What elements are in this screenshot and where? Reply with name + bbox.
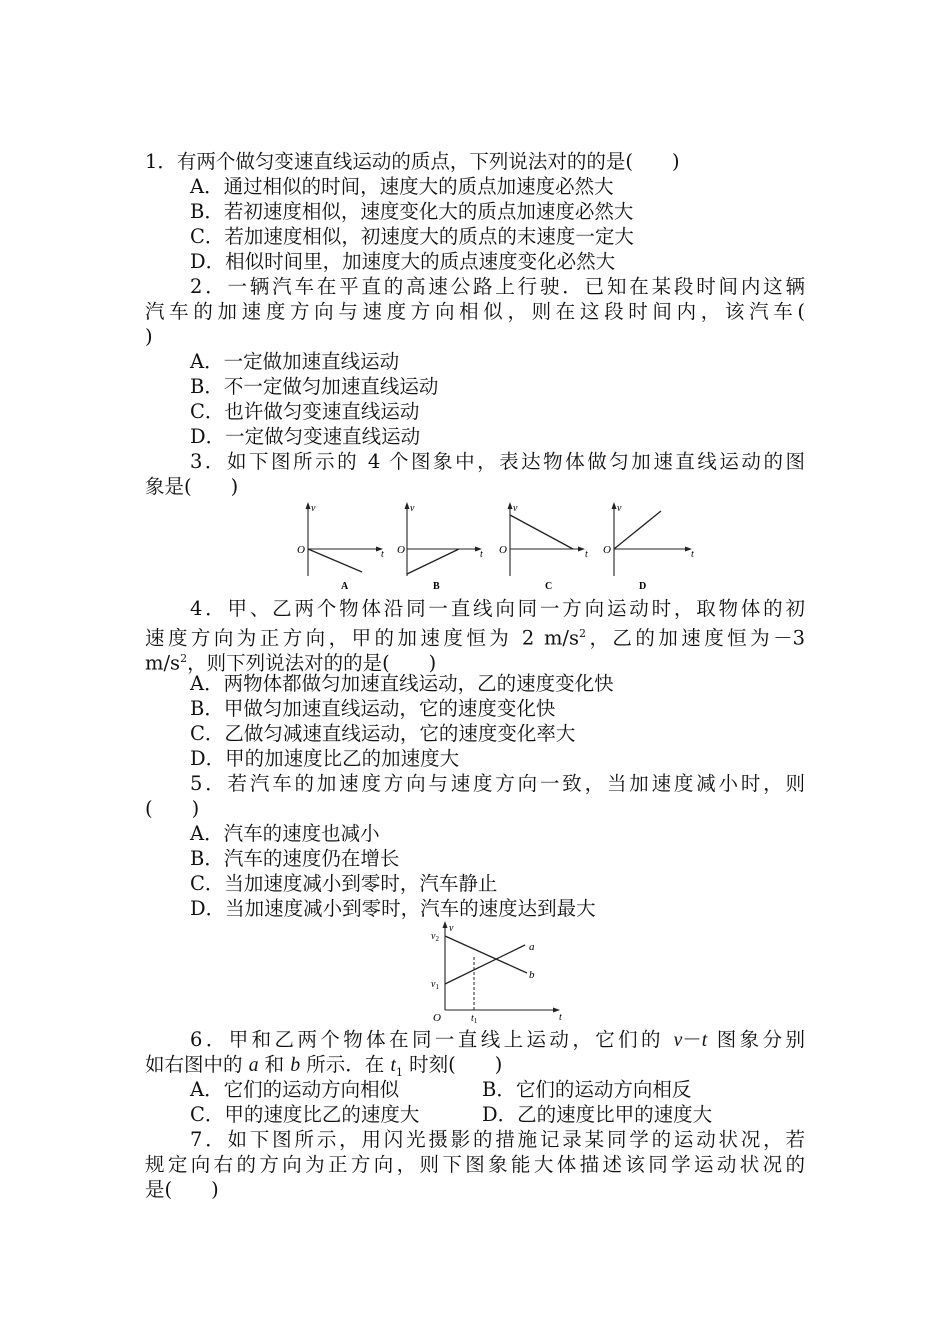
q2-option-b: B．不一定做匀加速直线运动 xyxy=(190,375,439,398)
q3-c-origin: O xyxy=(499,544,507,556)
q6-t-axis-label: t xyxy=(559,1012,562,1023)
q2-option-d: D．一定做匀变速直线运动 xyxy=(190,425,421,448)
q4-option-d: D．甲的加速度比乙的加速度大 xyxy=(190,747,460,770)
q3-graph-b xyxy=(397,502,483,592)
q6-stem2-a: 如右图中的 xyxy=(145,1053,249,1076)
q3-d-caption: D xyxy=(639,581,647,592)
q4-stem-line3-sup: 2 xyxy=(180,652,188,665)
q2-option-c: C．也许做匀变速直线运动 xyxy=(190,400,420,423)
q1-option-d: D．相似时间里，加速度大的质点速度变化必然大 xyxy=(190,250,616,273)
q3-graph-d xyxy=(603,502,694,592)
q7-stem-line1: 7．如下图所示，用闪光摄影的措施记录某同学的运动状况，若 xyxy=(190,1128,805,1151)
q3-c-t-label: t xyxy=(585,549,588,560)
q6-stem2-c: 所示．在 xyxy=(300,1053,391,1076)
q6-stem-t: t xyxy=(701,1030,708,1051)
q6-stem2-b: 和 xyxy=(258,1053,291,1076)
q6-stem2-b-var: b xyxy=(290,1055,301,1076)
q6-stem-v: v xyxy=(673,1030,683,1051)
q6-origin-label: O xyxy=(433,1012,441,1024)
q2-stem-line1: 2．一辆汽车在平直的高速公路上行驶．已知在某段时间内这辆 xyxy=(190,275,805,298)
q3-stem-line2: 象是( ) xyxy=(145,475,239,498)
q2-stem-line3: ) xyxy=(145,325,153,348)
q4-option-a: A．两物体都做匀加速直线运动，乙的速度变化快 xyxy=(190,672,614,695)
q3-d-t-label: t xyxy=(691,549,694,560)
q6-line-a-label: a xyxy=(529,941,535,953)
q3-b-origin: O xyxy=(397,544,405,556)
q6-stem-minus: － xyxy=(682,1028,702,1051)
q3-b-t-label: t xyxy=(480,549,483,560)
q1-stem: 1．有两个做匀变速直线运动的质点，下列说法对的的是( ) xyxy=(145,150,680,173)
q4-option-c: C．乙做匀减速直线运动，它的速度变化率大 xyxy=(190,722,576,745)
q1-option-b: B．若初速度相似，速度变化大的质点加速度必然大 xyxy=(190,200,634,223)
q6-stem2-t: t xyxy=(390,1055,396,1076)
q3-b-v-label: v xyxy=(410,503,415,514)
q4-stem-line1: 4．甲、乙两个物体沿同一直线向同一方向运动时，取物体的初 xyxy=(190,597,805,620)
q6-option-b: B．它们的运动方向相反 xyxy=(482,1078,692,1101)
q3-d-v-label: v xyxy=(617,503,622,514)
q6-t1-label: $t_1$ xyxy=(471,1013,478,1025)
q5-option-d: D．当加速度减小到零时，汽车的速度达到最大 xyxy=(190,897,596,920)
q4-stem-line2-sup: 2 xyxy=(579,627,587,640)
q6-stem-text-b: 图象分别 xyxy=(707,1028,806,1051)
q4-stem-line2-a: 速度方向为正方向，甲的加速度恒为 2 m/s xyxy=(145,626,580,650)
q4-option-b: B．甲做匀加速直线运动，它的速度变化快 xyxy=(190,697,556,720)
q3-a-caption: A xyxy=(341,581,349,592)
q4-stem-line3-a: m/s xyxy=(145,651,181,675)
q3-graph-a xyxy=(297,502,384,592)
q5-option-b: B．汽车的速度仍在增长 xyxy=(190,847,400,870)
q4-stem-line2-c: ，乙的加速度恒为－3 xyxy=(586,626,805,650)
q3-a-origin: O xyxy=(297,544,305,556)
q6-option-c: C．甲的速度比乙的速度大 xyxy=(190,1103,420,1126)
q3-a-v-label: v xyxy=(311,503,316,514)
q3-c-v-label: v xyxy=(513,503,518,514)
q6-line-b xyxy=(445,936,527,973)
q2-option-a: A．一定做加速直线运动 xyxy=(190,350,400,373)
q6-v2-label: $v_2$ xyxy=(431,931,439,943)
q1-option-c: C．若加速度相似，初速度大的质点的末速度一定大 xyxy=(190,225,634,248)
q6-line-b-label: b xyxy=(529,969,535,981)
q6-option-a: A．它们的运动方向相似 xyxy=(190,1078,400,1101)
q6-stem-text-a: 6．甲和乙两个物体在同一直线上运动，它们的 xyxy=(190,1028,674,1051)
q5-option-a: A．汽车的速度也减小 xyxy=(190,822,380,845)
q5-stem-line1: 5．若汽车的加速度方向与速度方向一致，当加速度减小时，则 xyxy=(190,772,805,795)
q5-option-c: C．当加速度减小到零时，汽车静止 xyxy=(190,872,498,895)
q6-stem-line1 xyxy=(190,1027,805,1053)
q3-graph-c xyxy=(499,502,588,592)
q5-stem-line2: ( ) xyxy=(145,797,200,820)
q6-option-d: D．乙的速度比甲的速度大 xyxy=(482,1103,713,1126)
q7-stem-line2: 规定向右的方向为正方向，则下图象能大体描述该同学运动状况的 xyxy=(145,1153,805,1176)
q3-graphs-figure xyxy=(280,500,700,595)
q6-stem2-t-sub: 1 xyxy=(395,1065,403,1079)
q1-option-a: A．通过相似的时间，速度大的质点加速度必然大 xyxy=(190,175,614,198)
q6-line-a xyxy=(445,945,525,984)
q3-c-caption: C xyxy=(545,581,553,592)
q3-d-origin: O xyxy=(603,544,611,556)
q3-b-caption: B xyxy=(433,581,440,592)
q2-stem-line2: 汽车的加速度方向与速度方向相似，则在这段时间内，该汽车( xyxy=(145,300,805,323)
q6-v-axis-label: v xyxy=(449,923,454,934)
q3-stem-line1: 3．如下图所示的 4 个图象中，表达物体做匀加速直线运动的图 xyxy=(190,450,805,473)
q3-a-t-label: t xyxy=(381,549,384,560)
q7-stem-line3: 是( ) xyxy=(145,1178,219,1201)
q6-stem2-a-var: a xyxy=(248,1055,259,1076)
q6-v1-label: $v_1$ xyxy=(431,979,439,991)
q4-stem-line3-c: ，则下列说法对的的是( ) xyxy=(187,651,437,675)
q6-vt-graph xyxy=(425,918,570,1026)
q6-stem2-d: 时刻( ) xyxy=(402,1053,503,1076)
